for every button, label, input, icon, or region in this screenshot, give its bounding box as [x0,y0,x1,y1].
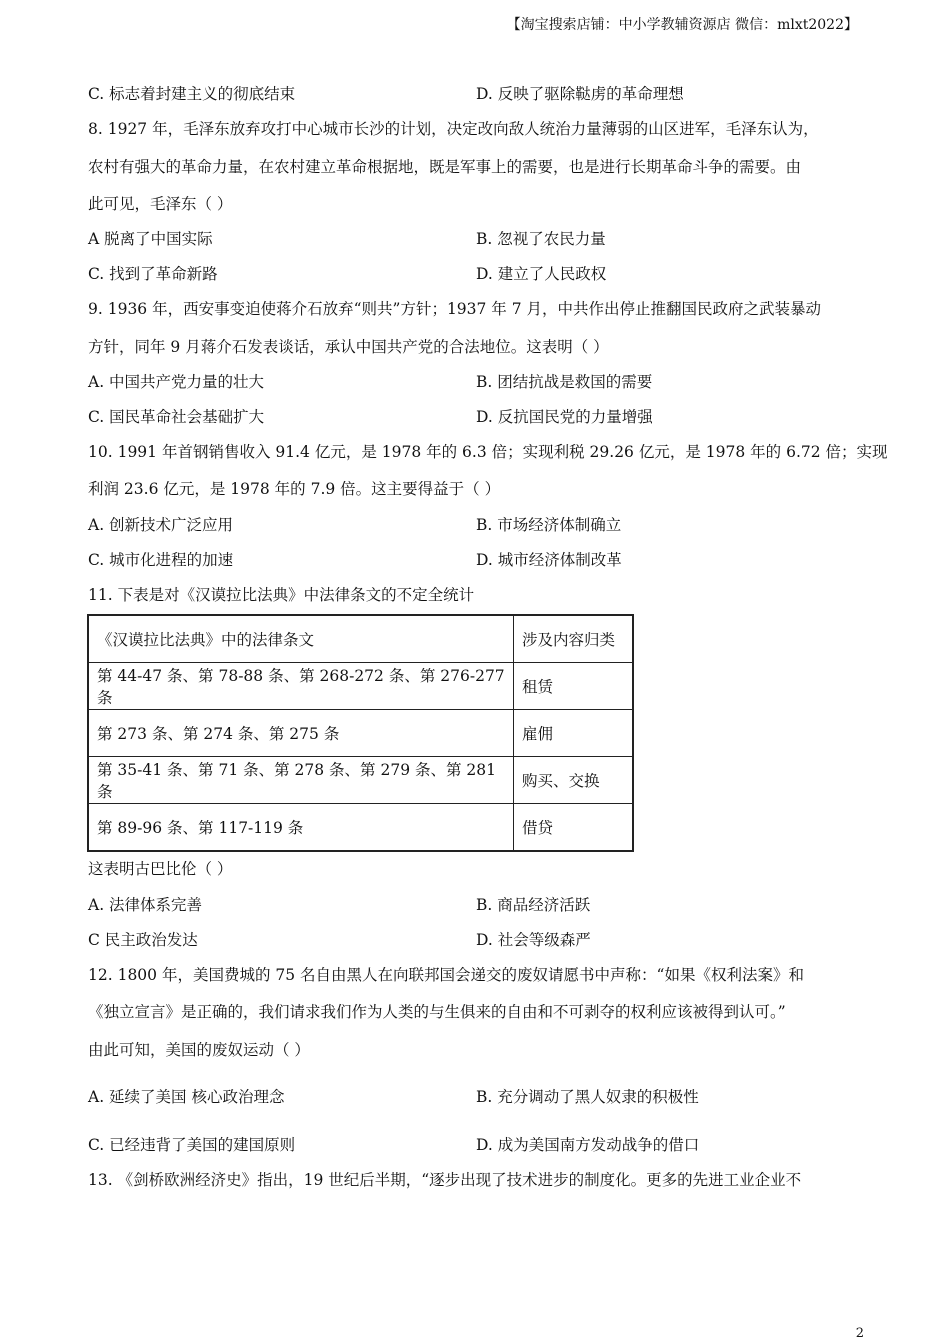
table-row [88,757,633,804]
q12-stem-line: 由此可知，美国的废奴运动（ ） [88,1041,310,1059]
table-cell: 第 35-41 条、第 71 条、第 278 条、第 279 条、第 281 条 [88,757,514,804]
q10-option-b: B. 市场经济体制确立 [476,516,622,534]
q10-option-d: D. 城市经济体制改革 [476,551,622,569]
q9-option-d: D. 反抗国民党的力量增强 [476,408,653,426]
q11-option-b: B. 商品经济活跃 [476,896,591,914]
table-header-cell: 涉及内容归类 [514,615,634,663]
q8-option-a: A 脱离了中国实际 [88,230,213,248]
q8-stem-line: 此可见，毛泽东（ ） [88,195,233,213]
table-cell: 购买、交换 [514,757,634,804]
q12-option-d: D. 成为美国南方发动战争的借口 [476,1136,700,1154]
q12-option-c: C. 已经违背了美国的建国原则 [88,1136,296,1154]
q11-option-d: D. 社会等级森严 [476,931,591,949]
q9-option-c: C. 国民革命社会基础扩大 [88,408,265,426]
table-row [88,804,633,852]
q8-option-b: B. 忽视了农民力量 [476,230,606,248]
q11-stem: 11. 下表是对《汉谟拉比法典》中法律条文的不定全统计 [88,586,475,604]
q7-option-c: C. 标志着封建主义的彻底结束 [88,85,296,103]
q7-option-d: D. 反映了驱除鞑虏的革命理想 [476,85,684,103]
table-header-cell: 《汉谟拉比法典》中的法律条文 [88,615,514,663]
q13-stem: 13. 《剑桥欧洲经济史》指出，19 世纪后半期，“逐步出现了技术进步的制度化。更多的先进工业企业不 [88,1171,802,1189]
table-row [88,710,633,757]
q9-option-a: A. 中国共产党力量的壮大 [88,373,265,391]
q10-stem-line: 利润 23.6 亿元，是 1978 年的 7.9 倍。这主要得益于（ ） [88,480,501,498]
q12-option-a: A. 延续了美国 核心政治理念 [88,1088,285,1106]
page-header: 【淘宝搜索店铺：中小学教辅资源店 微信：mlxt2022】 [506,17,858,33]
q11-option-c: C 民主政治发达 [88,931,198,949]
q8-option-d: D. 建立了人民政权 [476,265,607,283]
q11-table [87,614,634,852]
table-cell: 租赁 [514,663,634,710]
q11-option-a: A. 法律体系完善 [88,896,203,914]
q12-stem-line: 《独立宣言》是正确的，我们请求我们作为人类的与生俱来的自由和不可剥夺的权利应该被得到认可。” [88,1003,786,1021]
q12-stem-line: 12. 1800 年，美国费城的 75 名自由黑人在向联邦国会递交的废奴请愿书中声称：“如果《权利法案》和 [88,966,804,984]
table-cell: 第 44-47 条、第 78-88 条、第 268-272 条、第 276-277 条 [88,663,514,710]
q8-stem-line: 8. 1927 年，毛泽东放弃攻打中心城市长沙的计划，决定改向敌人统治力量薄弱的山区进军，毛泽东认为， [88,120,819,138]
table-row [88,663,633,710]
q9-stem-line: 方针，同年 9 月蒋介石发表谈话，承认中国共产党的合法地位。这表明（ ） [88,338,609,356]
table-cell: 第 273 条、第 274 条、第 275 条 [88,710,514,757]
table-cell: 雇佣 [514,710,634,757]
q11-after-table: 这表明古巴比伦（ ） [88,860,233,878]
q12-option-b: B. 充分调动了黑人奴隶的积极性 [476,1088,699,1106]
q10-option-a: A. 创新技术广泛应用 [88,516,234,534]
table-cell: 借贷 [514,804,634,852]
page-number: 2 [855,1326,864,1341]
q8-stem-line: 农村有强大的革命力量，在农村建立革命根据地，既是军事上的需要，也是进行长期革命斗争的需要。由 [88,158,802,176]
q10-stem-line: 10. 1991 年首钢销售收入 91.4 亿元，是 1978 年的 6.3 倍；实现利税 29.26 亿元，是 1978 年的 6.72 倍；实现 [88,443,888,461]
q8-option-c: C. 找到了革命新路 [88,265,218,283]
table-header-row [88,615,633,663]
q10-option-c: C. 城市化进程的加速 [88,551,234,569]
table-cell: 第 89-96 条、第 117-119 条 [88,804,514,852]
q9-option-b: B. 团结抗战是救国的需要 [476,373,653,391]
q9-stem-line: 9. 1936 年，西安事变迫使蒋介石放弃“则共”方针；1937 年 7 月，中共作出停止推翻国民政府之武装暴动 [88,300,822,318]
